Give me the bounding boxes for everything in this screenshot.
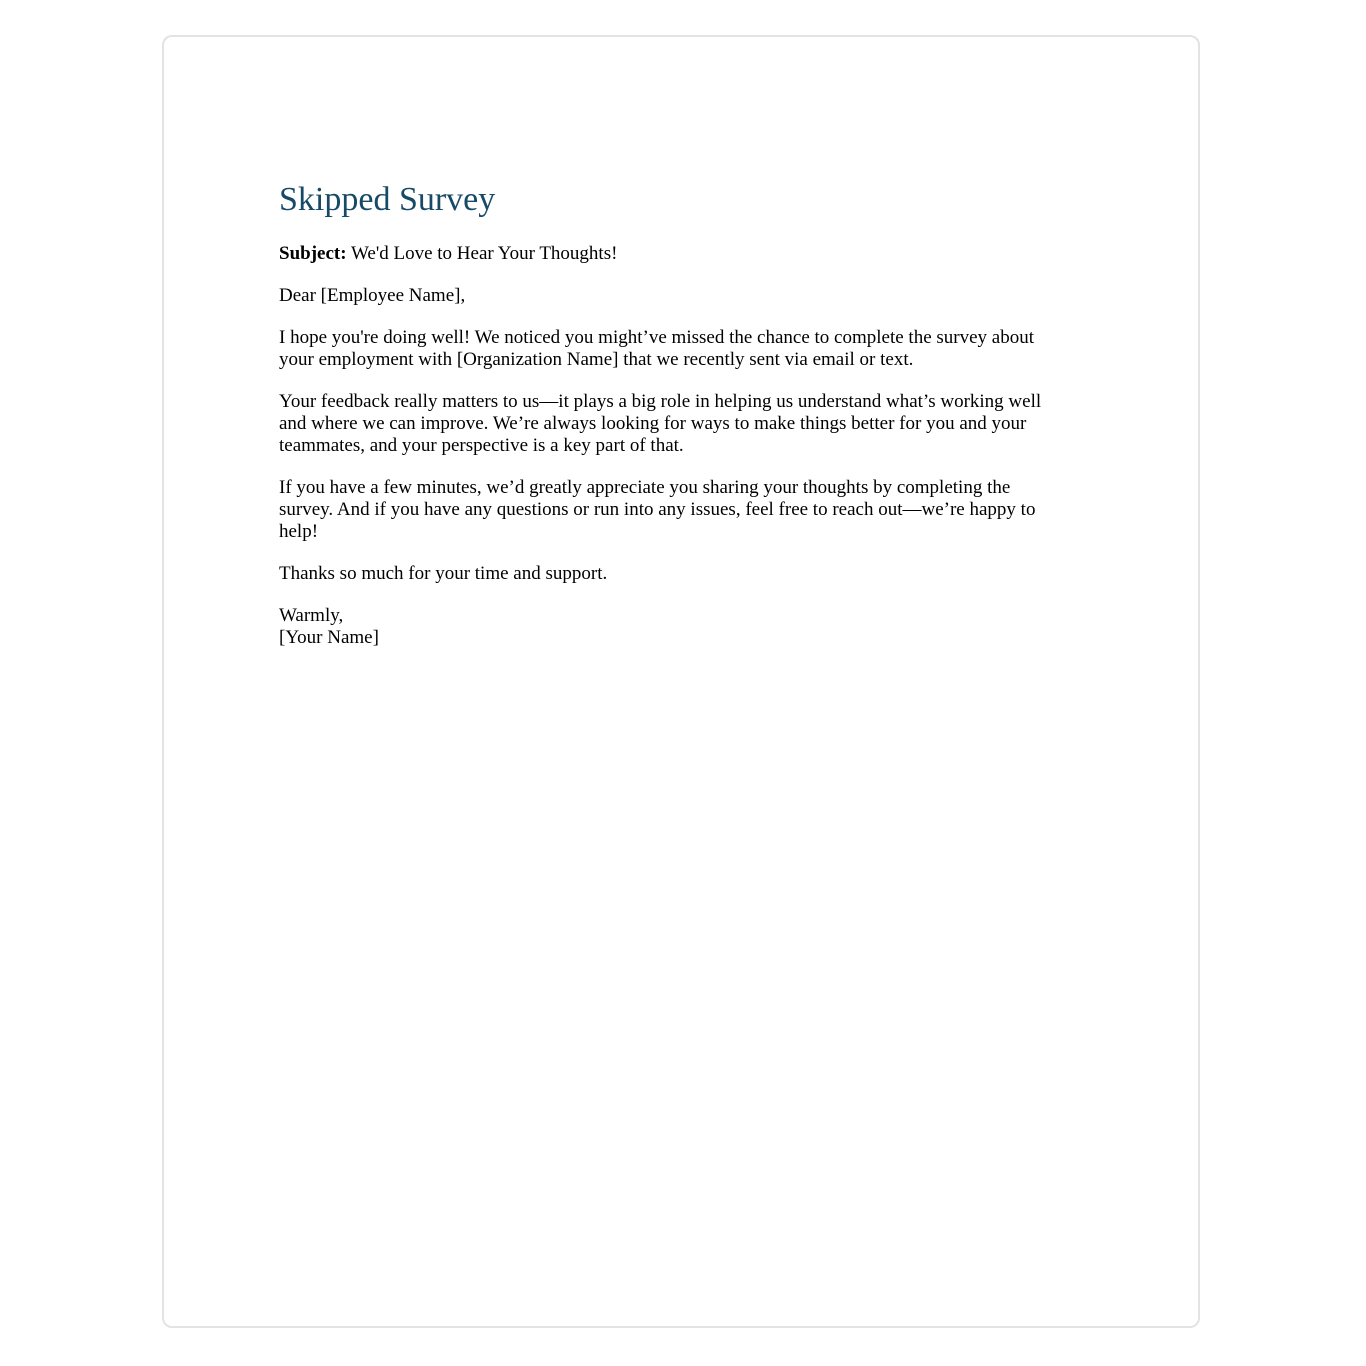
subject-label: Subject: bbox=[279, 243, 347, 264]
subject-line bbox=[279, 243, 1049, 265]
paragraph-feedback-matters: Your feedback really matters to us—it plays a big role in helping us understand what’s working well and where we can improve. We’re always looking for ways to make things better for you and your teammates, and your perspective is a key part of that. bbox=[279, 391, 1042, 456]
sign-off bbox=[279, 605, 1049, 649]
letter-body bbox=[279, 180, 1049, 669]
signature: [Your Name] bbox=[279, 627, 379, 648]
page-title: Skipped Survey bbox=[279, 181, 496, 218]
paragraph-request: If you have a few minutes, we’d greatly appreciate you sharing your thoughts by completing the survey. And if you have any questions or run into any issues, feel free to reach out—we’re happy to help! bbox=[279, 477, 1036, 542]
closing: Warmly, bbox=[279, 605, 344, 626]
greeting: Dear [Employee Name], bbox=[279, 285, 466, 306]
document-page bbox=[162, 35, 1200, 1328]
paragraph-thanks: Thanks so much for your time and support. bbox=[279, 563, 608, 584]
paragraph-missed-survey: I hope you're doing well! We noticed you might’ve missed the chance to complete the survey about your employment with [Organization Name] that we recently sent via email or text. bbox=[279, 327, 1034, 370]
subject-text: We'd Love to Hear Your Thoughts! bbox=[346, 243, 618, 264]
